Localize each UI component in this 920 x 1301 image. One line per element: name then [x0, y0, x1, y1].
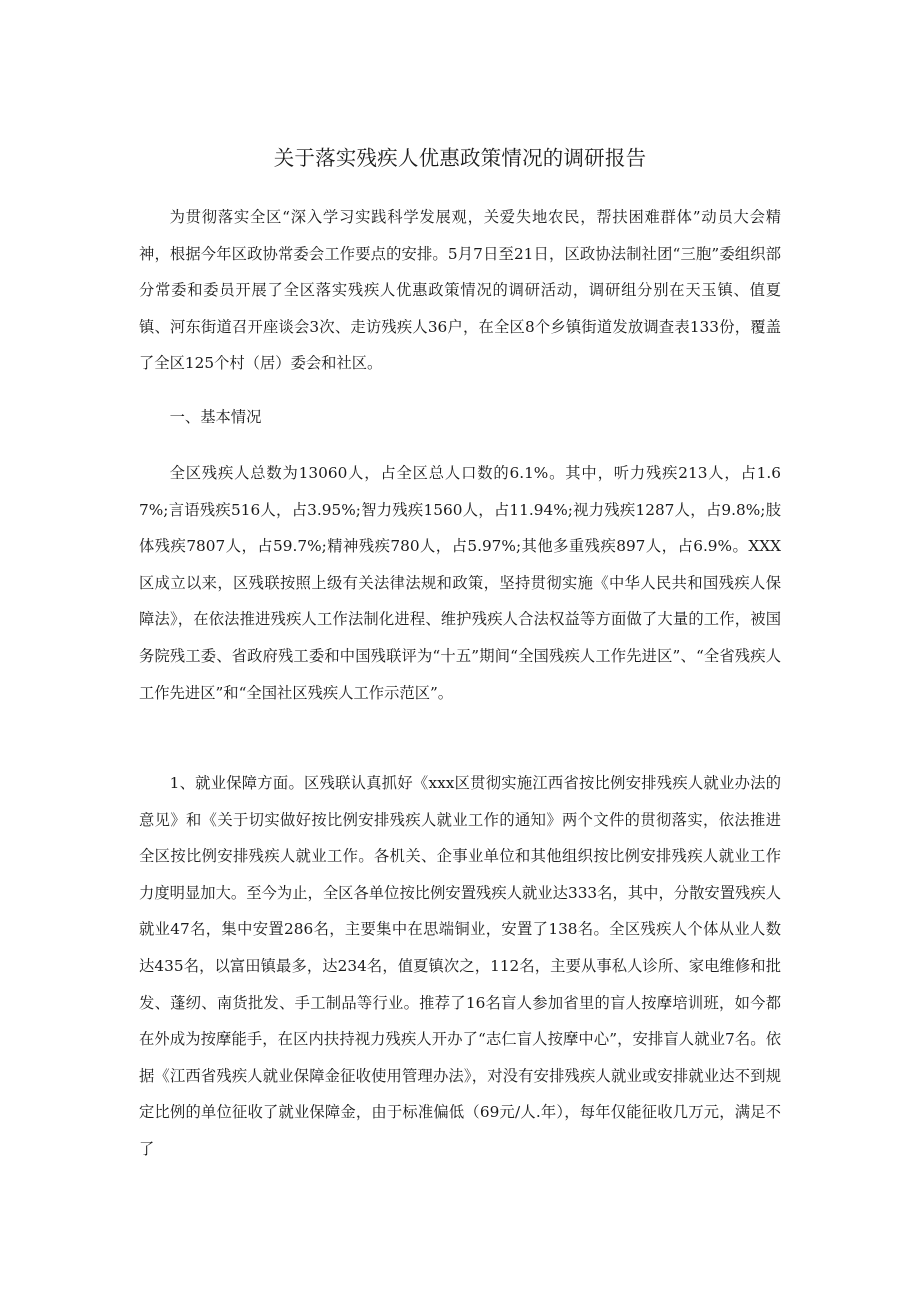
section-heading-basic-situation: 一、基本情况 [169, 408, 262, 426]
intro-paragraph: 为贯彻落实全区“深入学习实践科学发展观，关爱失地农民，帮扶困难群体”动员大会精神，根据今年区政协常委会工作要点的安排。5月7日至21日，区政协法制社团“三胞”委组织部分常委和委员开展了全区落实残疾人优惠政策情况的调研活动，调研组分别在天玉镇、值夏镇、河东街道召开座谈会3次、走访残疾人36户，在全区8个乡镇街道发放调查表133份，覆盖了全区125个村（居）委会和社区。 [139, 208, 781, 373]
statistics-paragraph: 全区残疾人总数为13060人，占全区总人口数的6.1%。其中，听力残疾213人，占1.67%;言语残疾516人，占3.95%;智力残疾1560人，占11.94%;视力残疾1287人，占9.8%;肢体残疾7807人，占59.7%;精神残疾780人，占5.97%;其他多重残疾897人，占6.9%。XXX区成立以来，区残联按照上级有关法律法规和政策，坚持贯彻实施《中华人民共和国残疾人保障法》，在依法推进残疾人工作法制化进程、维护残疾人合法权益等方面做了大量的工作，被国务院残工委、省政府残工委和中国残联评为“十五”期间“全国残疾人工作先进区”、“全省残疾人工作先进区”和“全国社区残疾人工作示范区”。 [139, 464, 781, 702]
employment-paragraph: 1、就业保障方面。区残联认真抓好《xxx区贯彻实施江西省按比例安排残疾人就业办法的意见》和《关于切实做好按比例安排残疾人就业工作的通知》两个文件的贯彻落实，依法推进全区按比例安排残疾人就业工作。各机关、企事业单位和其他组织按比例安排残疾人就业工作力度明显加大。至今为止，全区各单位按比例安置残疾人就业达333名，其中，分散安置残疾人就业47名，集中安置286名，主要集中在思端铜业，安置了138名。全区残疾人个体从业人数达435名，以富田镇最多，达234名，值夏镇次之，112名，主要从事私人诊所、家电维修和批发、蓬纫、南货批发、手工制品等行业。推荐了16名盲人参加省里的盲人按摩培训班，如今都在外成为按摩能手，在区内扶持视力残疾人开办了“志仁盲人按摩中心”，安排盲人就业7名。依据《江西省残疾人就业保障金征收使用管理办法》，对没有安排残疾人就业或安排就业达不到规定比例的单位征收了就业保障金，由于标准偏低（69元/人.年），每年仅能征收几万元，满足不了 [139, 774, 781, 1158]
document-title: 关于落实残疾人优惠政策情况的调研报告 [273, 146, 647, 170]
